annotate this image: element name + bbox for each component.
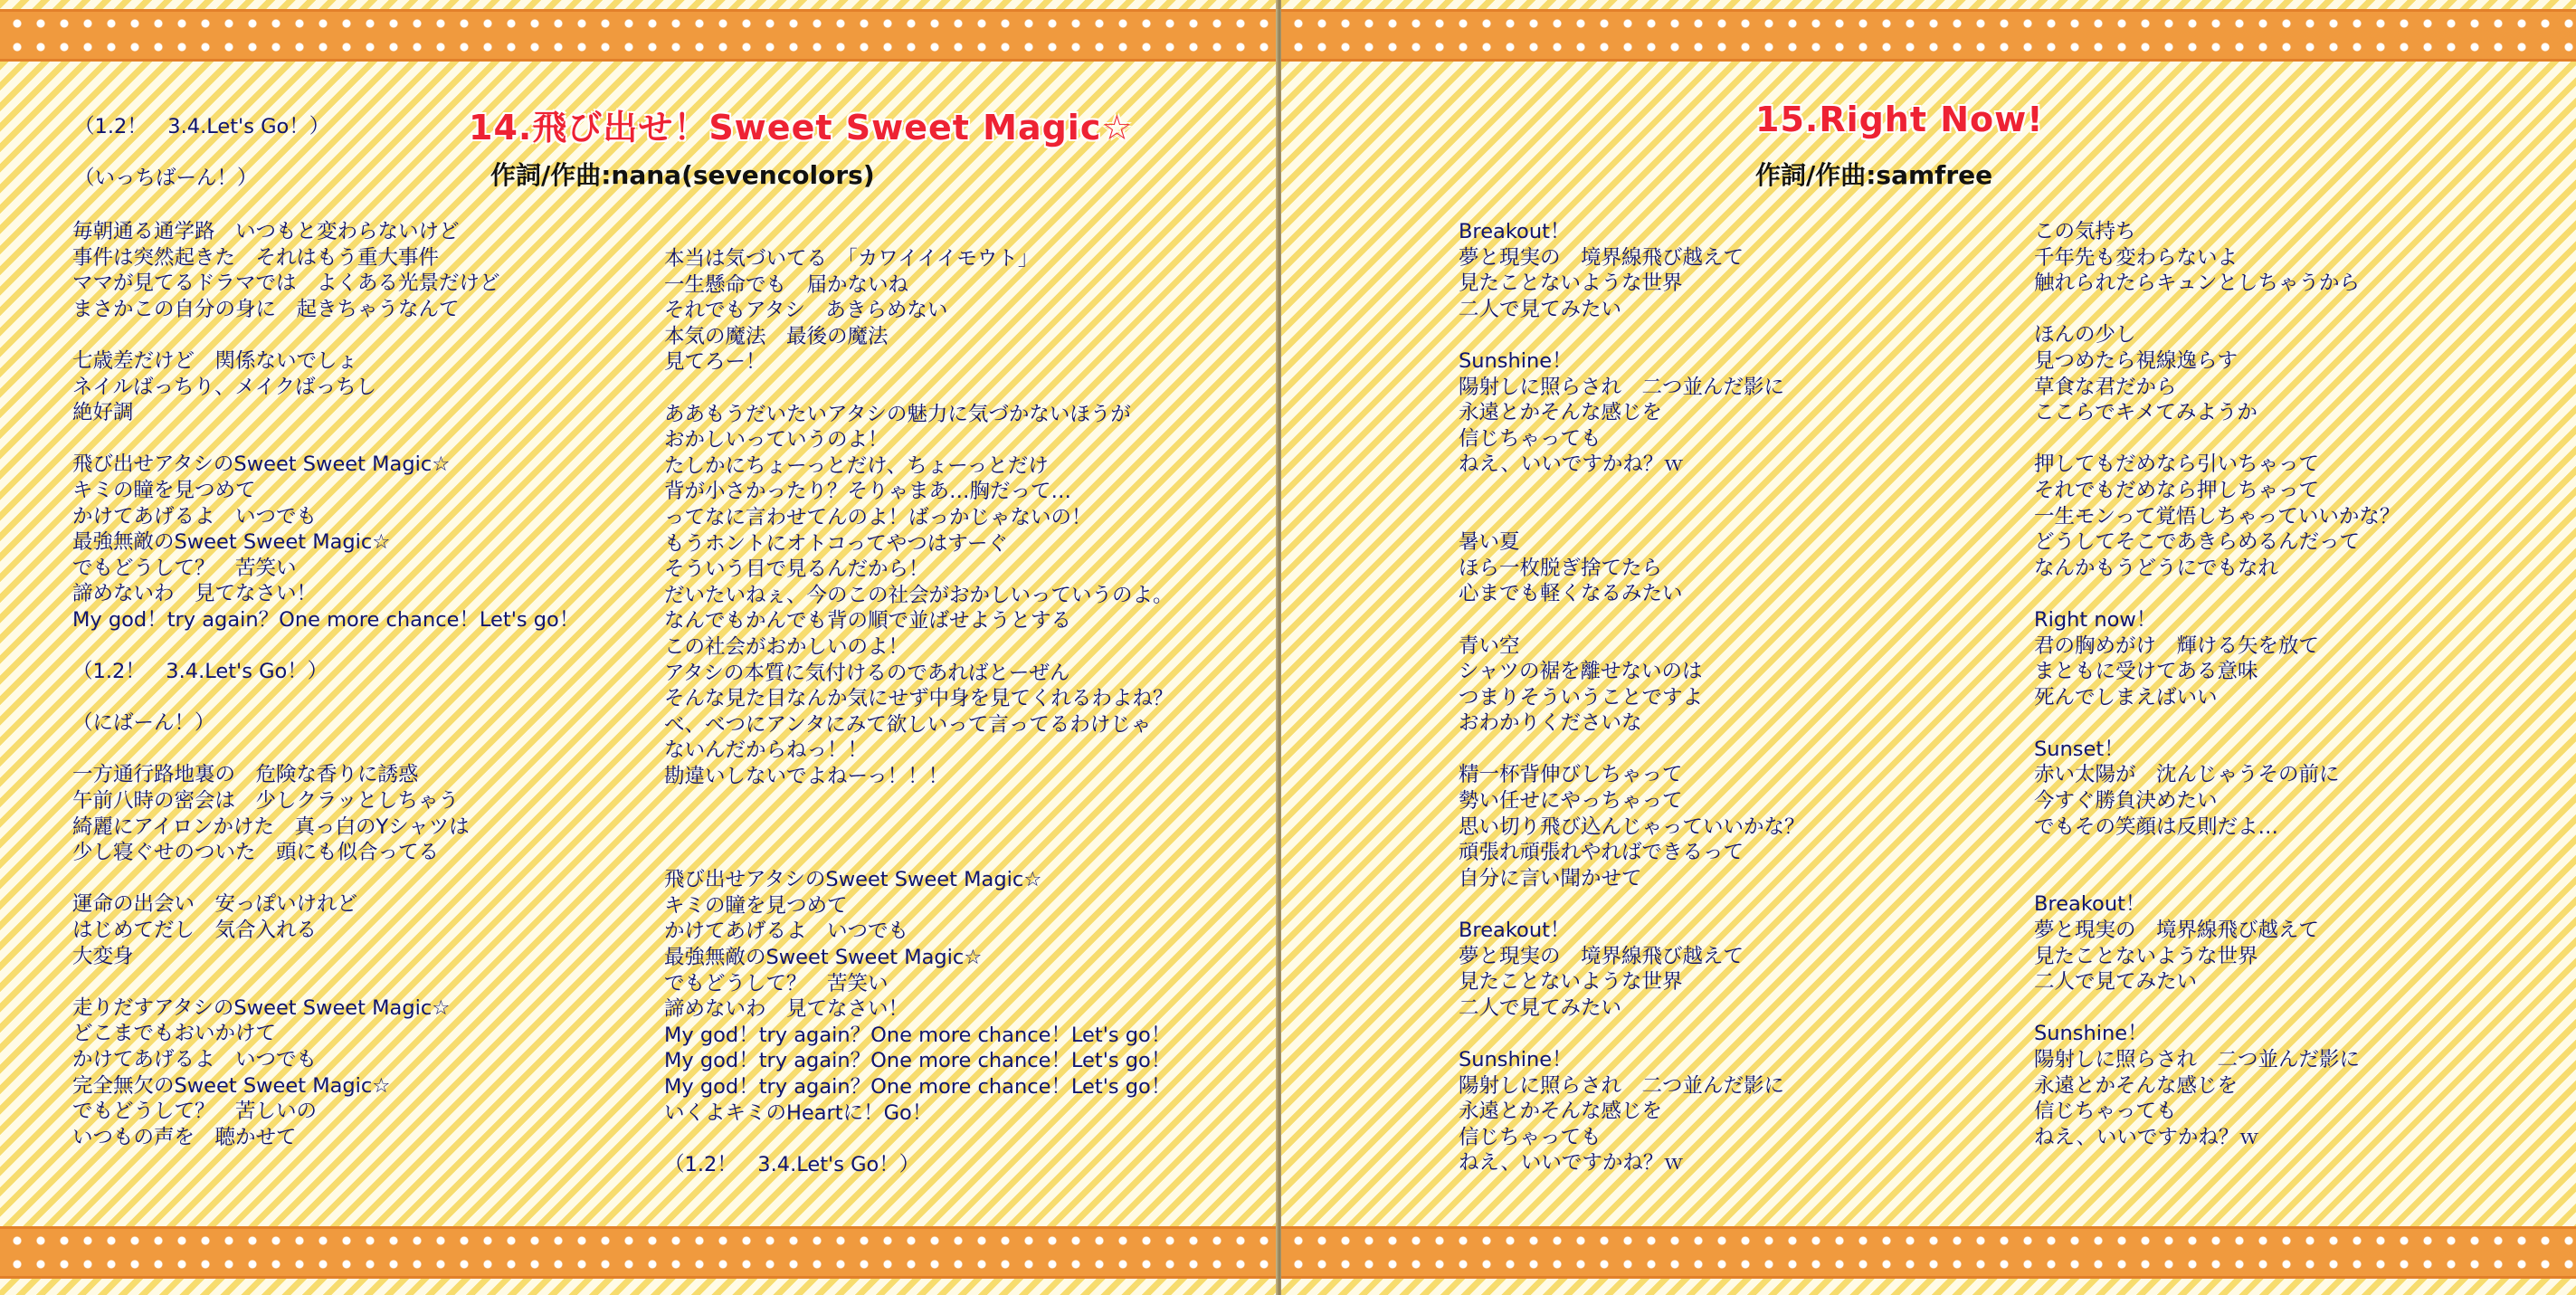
lyrics-column-1: Breakout！ 夢と現実の 境界線飛び越えて 見たことないような世界 二人で見てみたい Sunshine！ 陽射しに照らされ 二つ並んだ影に 永遠とかそんな感じを 信じちゃっても ねえ、いいですかね？ｗ 暑い夏 ほら一枚脱ぎ捨てたら 心までも軽くなるみたい 青い空 シャツの裾を離せないのは つまりそういうことですよ おわかりくださいな 精一杯背伸びしちゃって 勢い任せにやっちゃって 思い切り飛び込んじゃっていいかな？ 頑張れ頑張れやればできるって 自分に言い聞かせて Breakout！ 夢と現実の 境界線飛び越えて 見たことないような世界 二人で見てみたい Sunshine！ 陽射しに照らされ 二つ並んだ影に 永遠とかそんな感じを 信じちゃっても ねえ、いいですかね？ｗ [1459, 220, 1805, 1176]
lyrics-column-2: この気持ち 千年先も変わらないよ 触れられたらキュンとしちゃうから ほんの少し 見つめたら視線逸らす 草食な君だから ここらでキメてみようか 押してもだめなら引いちゃって それでもだめなら押しちゃって 一生モンって覚悟しちゃっていいかな？ どうしてそこであきらめるんだって なんかもうどうにでもなれ Right now！ 君の胸めがけ 輝ける矢を放て まともに受けてある意味 死んでしまえばいい Sunset！ 赤い太陽が 沈んじゃうその前に 今すぐ勝負決めたい でもその笑顔は反則だよ… Breakout！ 夢と現実の 境界線飛び越えて 見たことないような世界 二人で見てみたい Sunshine！ 陽射しに照らされ 二つ並んだ影に 永遠とかそんな感じを 信じちゃっても ねえ、いいですかね？ｗ [2034, 220, 2400, 1149]
star-border-top [1281, 9, 2576, 62]
star-border-bottom [1281, 1226, 2576, 1279]
lyrics-intro: （1.2！ 3.4.Let's Go！） （いっちばーん！） [74, 115, 330, 191]
song-title-15: 15.Right Now! [1755, 100, 2044, 139]
star-border-top [0, 9, 1278, 62]
song-credit-15: 作詞/作曲:samfree [1755, 160, 1993, 190]
song-title-14: 14.飛び出せ！Sweet Sweet Magic☆ [469, 108, 1134, 148]
lyrics-column-1: 毎朝通る通学路 いつもと変わらないけど 事件は突然起きた それはもう重大事件 ママが見てるドラマでは よくある光景だけど まさかこの自分の身に 起きちゃうなんて 七歳差だけど 関係ないでしょ ネイルばっちり、メイクばっちし 絶好調 飛び出せアタシのSweet Sweet Magic☆ キミの瞳を見つめて かけてあげるよ いつでも 最強無敵のSweet Sweet Magic☆ でもどうして？ 苦笑い 諦めないわ 見てなさい！ My god！try again？One more chance！Let's go！ （1.2！ 3.4.Let's Go！） （にばーん！） 一方通行路地裏の 危険な香りに誘惑 午前八時の密会は 少しクラッとしちゃう 綺麗にアイロンかけた 真っ白のYシャツは 少し寝ぐせのついた 頭にも似合ってる 運命の出会い 安っぽいけれど はじめてだし 気合入れる 大変身 走りだすアタシのSweet Sweet Magic☆ どこまでもおいかけて かけてあげるよ いつでも 完全無欠のSweet Sweet Magic☆ でもどうして？ 苦しいの いつもの声を 聴かせて [72, 220, 580, 1149]
right-booklet-page [1281, 0, 2576, 1295]
lyrics-column-2: 本当は気づいてる 「カワイイイモウト」 一生懸命でも 届かないね それでもアタシ あきらめない 本気の魔法 最後の魔法 見てろー！ ああもうだいたいアタシの魅力に気づかないほうが おかしいっていうのよ！ たしかにちょーっとだけ、ちょーっとだけ 背が小さかったり？そりゃまあ…胸だって… ってなに言わせてんのよ！ばっかじゃないの！ もうホントにオトコってやつはすーぐ そういう目で見るんだから！ だいたいねぇ、今のこの社会がおかしいっていうのよ。 なんでもかんでも背の順で並ばせようとする この社会がおかしいのよ！ アタシの本質に気付けるのであればとーぜん そんな見た目なんか気にせず中身を見てくれるわよね？ べ、べつにアンタにみて欲しいって言ってるわけじゃ ないんだからねっ！！ 勘違いしないでよねーっ！！！ 飛び出せアタシのSweet Sweet Magic☆ キミの瞳を見つめて かけてあげるよ いつでも 最強無敵のSweet Sweet Magic☆ でもどうして？ 苦笑い 諦めないわ 見てなさい！ My god！try again？One more chance！Let's go！ My god！try again？One more chance！Let's go！ My god！try again？One more chance！Let's go！ いくよキミのHeartに！Go！ （1.2！ 3.4.Let's Go！） [664, 247, 1174, 1176]
song-credit-14: 作詞/作曲:nana(sevencolors) [490, 160, 875, 190]
star-border-bottom [0, 1226, 1278, 1279]
left-booklet-page [0, 0, 1278, 1295]
